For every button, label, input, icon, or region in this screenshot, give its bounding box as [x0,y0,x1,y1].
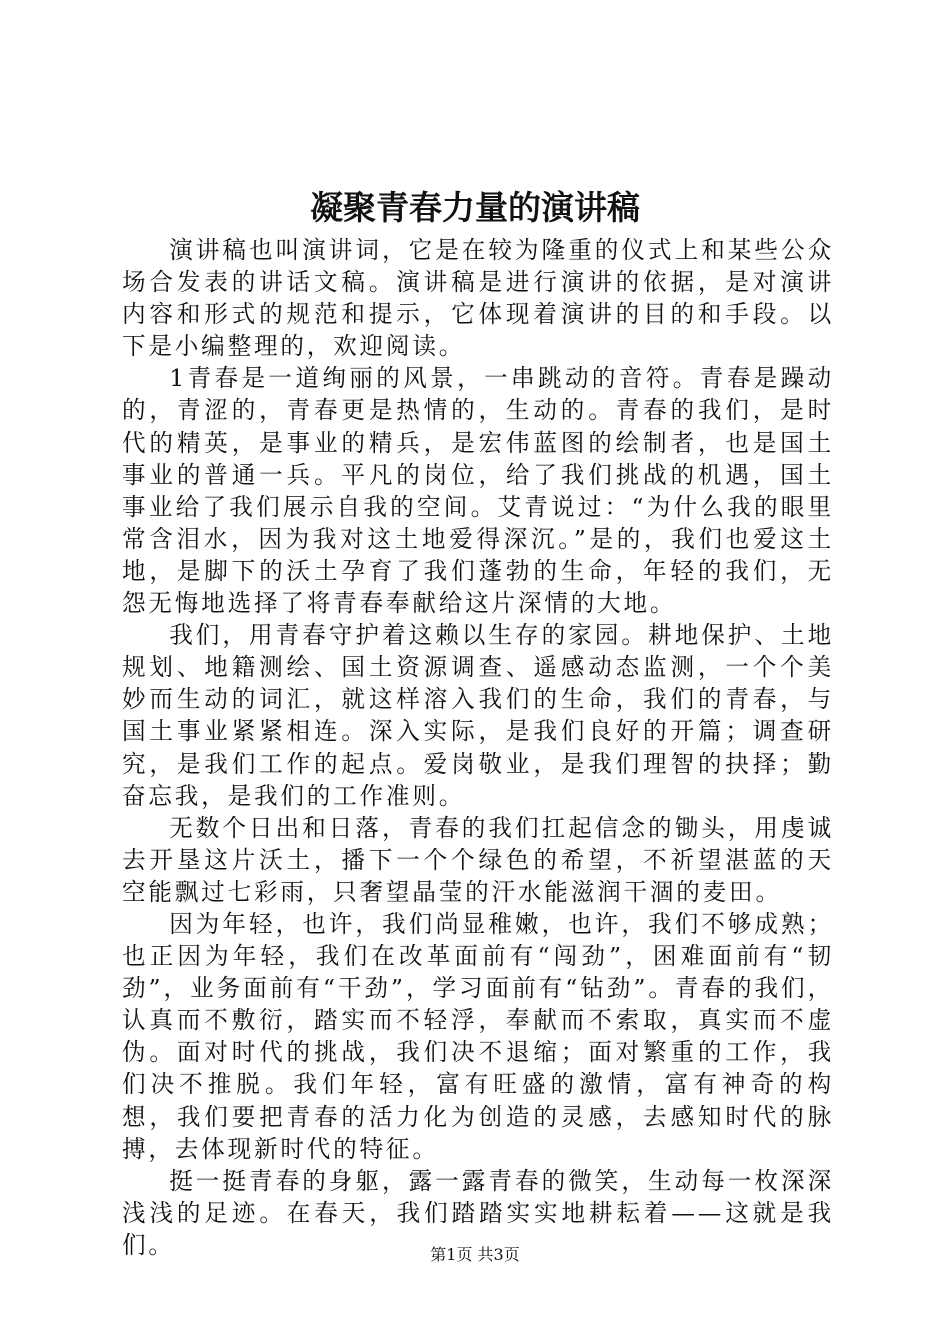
document-title: 凝聚青春力量的演讲稿 [310,188,640,227]
page-footer: 第1页 共3页 [430,1245,520,1264]
paragraph: 我们，用青春守护着这赖以生存的家园。耕地保护、土地规划、地籍测绘、国土资源调查、遥感动态监测，一个个美妙而生动的词汇，就这样溶入我们的生命，我们的青春，与国土事业紧紧相连。深入实际，是我们良好的开篇；调查研究，是我们工作的起点。爱岗敬业，是我们理智的抉择；勤奋忘我，是我们的工作准则。 [122,621,834,810]
paragraph: 无数个日出和日落，青春的我们扛起信念的锄头，用虔诚去开垦这片沃土，播下一个个绿色的希望，不祈望湛蓝的天空能飘过七彩雨，只奢望晶莹的汗水能滋润干涸的麦田。 [122,813,834,906]
document-body [122,234,834,1261]
paragraph: 演讲稿也叫演讲词，它是在较为隆重的仪式上和某些公众场合发表的讲话文稿。演讲稿是进行演讲的依据，是对演讲内容和形式的规范和提示，它体现着演讲的目的和手段。以下是小编整理的，欢迎阅读。 [122,236,834,361]
paragraph: 1青春是一道绚丽的风景，一串跳动的音符。青春是躁动的，青涩的，青春更是热情的，生动的。青春的我们，是时代的精英，是事业的精兵，是宏伟蓝图的绘制者，也是国土事业的普通一兵。平凡的岗位，给了我们挑战的机遇，国土事业给了我们展示自我的空间。艾青说过：“为什么我的眼里常含泪水，因为我对这土地爱得深沉。”是的，我们也爱这土地，是脚下的沃土孕育了我们蓬勃的生命，年轻的我们，无怨无悔地选择了将青春奉献给这片深情的大地。 [122,364,834,618]
paragraph: 因为年轻，也许，我们尚显稚嫩，也许，我们不够成熟；也正因为年轻，我们在改革面前有“闯劲”，困难面前有“韧劲”，业务面前有“干劲”，学习面前有“钻劲”。青春的我们，认真而不敷衍，踏实而不轻浮，奉献而不索取，真实而不虚伪。面对时代的挑战，我们决不退缩；面对繁重的工作，我们决不推脱。我们年轻，富有旺盛的激情，富有神奇的构想，我们要把青春的活力化为创造的灵感，去感知时代的脉搏，去体现新时代的特征。 [122,909,834,1163]
paragraph: 挺一挺青春的身躯，露一露青春的微笑，生动每一枚深深浅浅的足迹。在春天，我们踏踏实实地耕耘着——这就是我们。 [122,1166,834,1259]
